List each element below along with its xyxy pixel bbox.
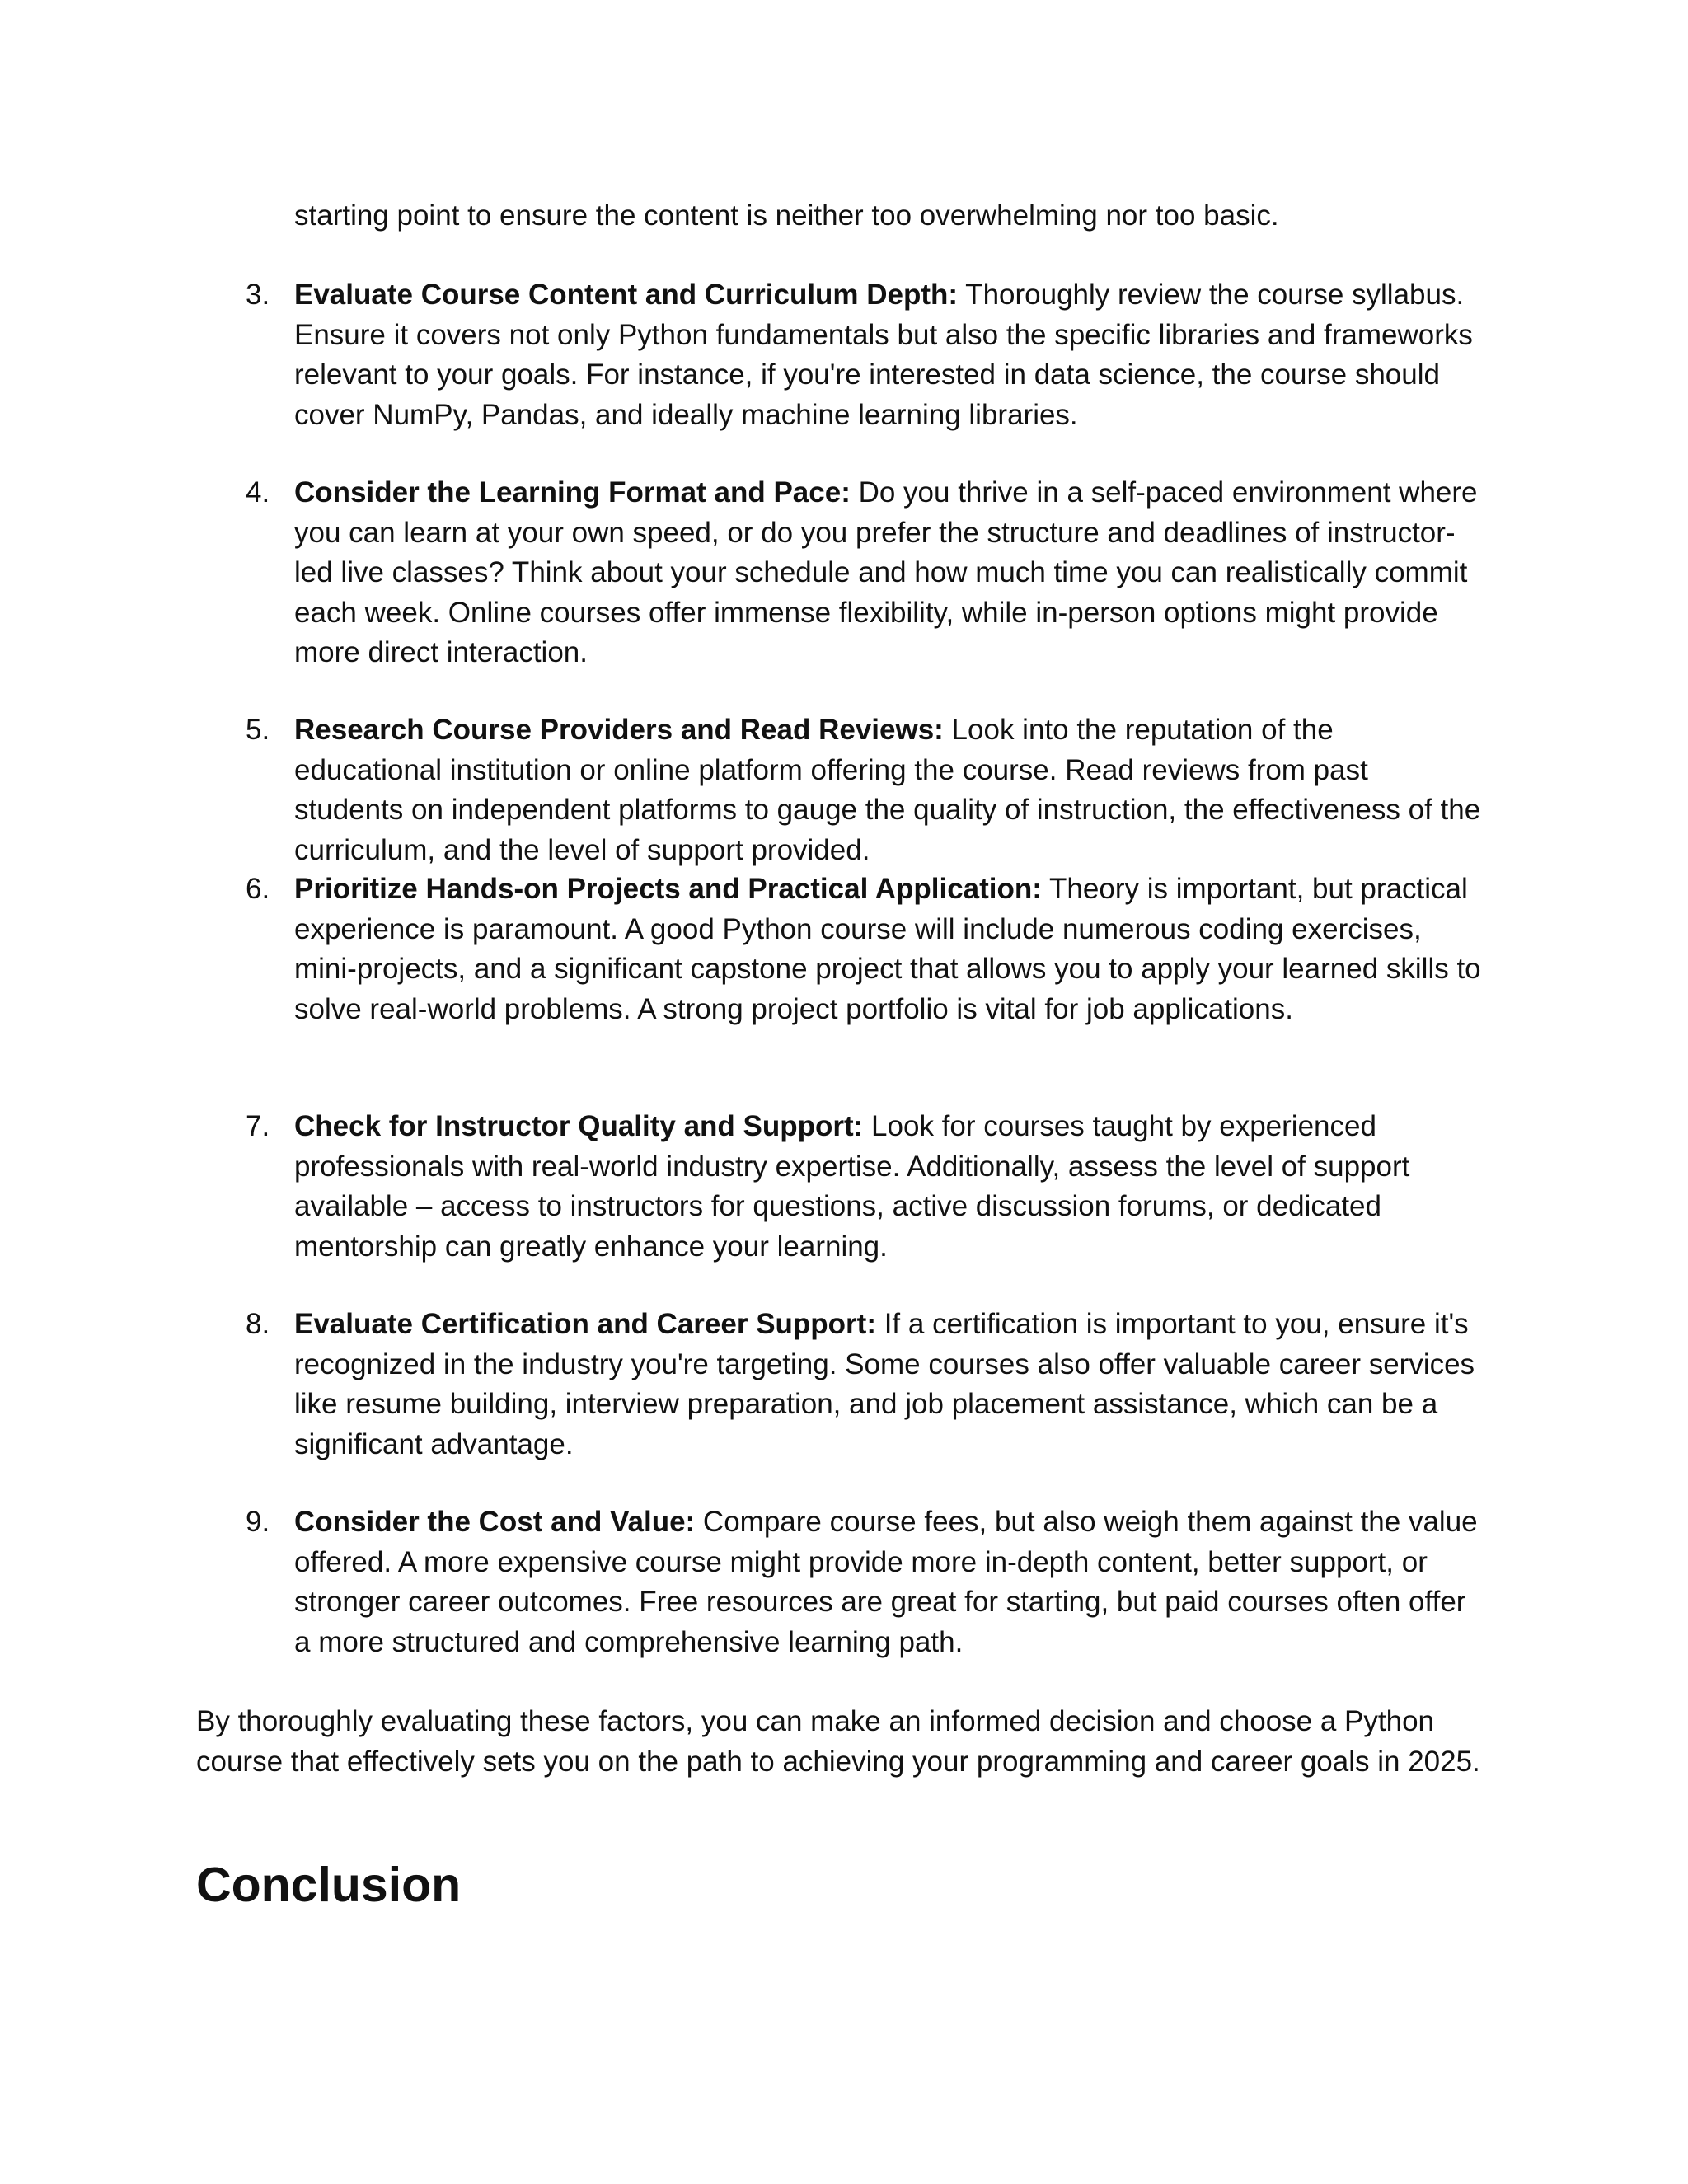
list-item-text: Compare course fees, but also weigh them against the value offered. A more expensive course might provide more in-depth content, better support, or stronger career outcomes. Free resources are great for starting, but paid courses often offer a more structured and comprehensive learning path. — [294, 1506, 1478, 1658]
list-item-title: Evaluate Course Content and Curriculum Depth: — [294, 279, 959, 311]
list-item-text: Do you thrive in a self-paced environment where you can learn at your own speed, or do you prefer the structure and deadlines of instructor-led live classes? Think about your schedule and how much time you can realistically commit each week. Online courses offer immense flexibility, while in-person options might provide more direct interaction. — [294, 476, 1478, 668]
list-item-body — [294, 275, 1481, 435]
list-item-text: Theory is important, but practical experience is paramount. A good Python course will include numerous coding exercises, mini-projects, and a significant capstone project that allows you to apply your learned skills to solve real-world problems. A strong project portfolio is vital for job applications. — [294, 873, 1481, 1025]
list-item-number: 8. — [246, 1308, 270, 1340]
list-item-body — [294, 1502, 1481, 1662]
list-item-text: If a certification is important to you, ensure it's recognized in the industry you're targeting. Some courses also offer valuable career services like resume building, interview preparation, and job placement assistance, which can be a significant advantage. — [294, 1308, 1475, 1460]
list-item-title: Prioritize Hands-on Projects and Practical Application: — [294, 873, 1042, 905]
list-item-body — [294, 1107, 1481, 1267]
list-item-body — [294, 710, 1481, 870]
list-item-body — [294, 869, 1481, 1029]
list-item-title: Check for Instructor Quality and Support: — [294, 1110, 864, 1142]
list-item-number: 6. — [246, 873, 270, 905]
list-item-number: 5. — [246, 714, 270, 746]
list-item-number: 7. — [246, 1110, 270, 1142]
list-item-title: Research Course Providers and Read Reviews: — [294, 714, 944, 746]
list-item-number: 3. — [246, 279, 270, 311]
list-item-title: Consider the Learning Format and Pace: — [294, 476, 851, 509]
list-item-text: Thoroughly review the course syllabus. Ensure it covers not only Python fundamentals but also the specific libraries and frameworks relevant to your goals. For instance, if you're interested in data science, the course should cover NumPy, Pandas, and ideally machine learning libraries. — [294, 279, 1473, 431]
list-item-text: Look into the reputation of the educational institution or online platform offering the course. Read reviews from past students on independent platforms to gauge the quality of instruction, the effectiveness of the curriculum, and the level of support provided. — [294, 714, 1481, 866]
list-item-number: 9. — [246, 1506, 270, 1538]
list-item-body — [294, 1305, 1481, 1465]
list-item-body — [294, 473, 1481, 673]
list-item-continuation: starting point to ensure the content is neither too overwhelming nor too basic. — [294, 199, 1279, 232]
list-item-number: 4. — [246, 476, 270, 509]
list-item-title: Evaluate Certification and Career Support: — [294, 1308, 876, 1340]
list-item-title: Consider the Cost and Value: — [294, 1506, 696, 1538]
summary-paragraph: By thoroughly evaluating these factors, you can make an informed decision and choose a Python course that effectively sets you on the path to achieving your programming and career goals in 2025. — [196, 1705, 1480, 1778]
section-heading: Conclusion — [196, 1858, 462, 1912]
list-item-text: Look for courses taught by experienced professionals with real-world industry expertise. Additionally, assess the level of support available – access to instructors for questions, active discussion forums, or dedicated mentorship can greatly enhance your learning. — [294, 1110, 1410, 1263]
